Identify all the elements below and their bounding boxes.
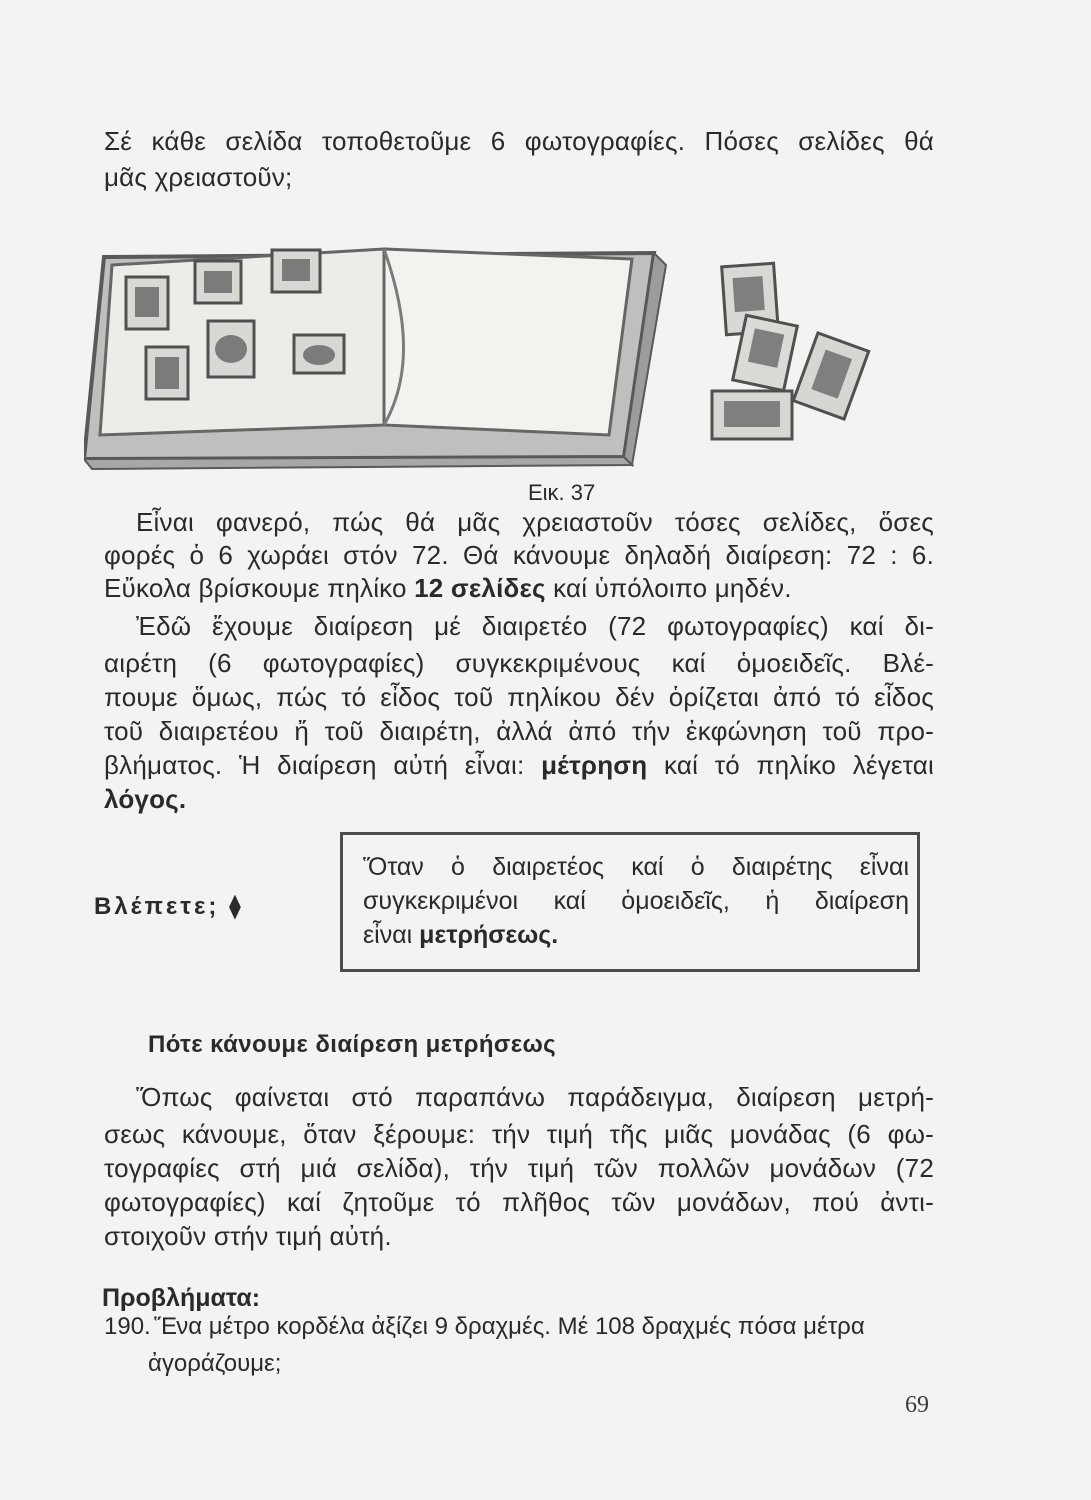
photo-album-figure [84, 195, 934, 480]
diamond-pointer-icon: ⧫ [229, 893, 244, 920]
paragraph2-line-2: αιρέτη (6 φωτογραφίες) συγκεκριμένους καί ὁμοειδεῖς. Βλέ- [104, 648, 934, 678]
paragraph1-line-3 [104, 571, 792, 605]
see-label [94, 892, 244, 922]
paragraph2-line-5-emphasis: μέτρηση [541, 750, 648, 780]
paragraph2-line-5-end: καί τό πηλίκο λέγεται [647, 750, 934, 780]
paragraph2-line-5-start: βλήματος. Ἡ διαίρεση αὐτή εἶναι: [104, 750, 542, 780]
figure-caption: Εικ. 37 [528, 480, 596, 505]
paragraph2-line-1: Ἐδῶ ἔχουμε διαίρεση μέ διαιρετέο (72 φωτογραφίες) καί δι- [136, 611, 934, 641]
section-title: Πότε κάνουμε διαίρεση μετρήσεως [148, 1031, 557, 1058]
loose-photos-icon [712, 263, 869, 439]
paragraph3-line-2: σεως κάνουμε, ὅταν ξέρουμε: τήν τιμή τῆς μιᾶς μονάδας (6 φω- [104, 1119, 934, 1149]
problem-190-line-2: ἀγοράζουμε; [148, 1350, 282, 1377]
rule-line-3-start: εἶναι [363, 921, 420, 949]
intro-line-2: μᾶς χρειαστοῦν; [104, 162, 293, 192]
paragraph2-line-3: πουμε ὅμως, πώς τό εἶδος τοῦ πηλίκου δέν ὁρίζεται ἀπό τό εἶδος [104, 682, 934, 712]
see-label-text: Βλέπετε; [94, 893, 220, 920]
rule-line-1: Ὅταν ὁ διαιρετέος καί ὁ διαιρέτης εἶναι [363, 853, 909, 881]
paragraph1-line-2: φορές ὁ 6 χωράει στόν 72. Θά κάνουμε δηλαδή διαίρεση: 72 : 6. [104, 540, 934, 570]
problem-190-number: 190. [104, 1313, 151, 1340]
paragraph2-line-4: τοῦ διαιρετέου ἤ τοῦ διαιρέτη, ἀλλά ἀπό τήν ἐκφώνηση τοῦ προ- [104, 716, 934, 746]
paragraph1-line-3-emphasis: 12 σελίδες [414, 573, 546, 603]
problem-190-line-1: Ἕνα μέτρο κορδέλα ἀξίζει 9 δραχμές. Μέ 108 δραχμές πόσα μέτρα [154, 1313, 865, 1340]
paragraph3-line-5: στοιχοῦν στήν τιμή αὐτή. [104, 1221, 392, 1251]
paragraph2-line-5 [104, 748, 934, 782]
rule-line-3 [363, 918, 909, 952]
paragraph2-line-6: λόγος. [104, 784, 187, 814]
paragraph1-line-1: Εἶναι φανερό, πώς θά μᾶς χρειαστοῦν τόσες σελίδες, ὅσες [136, 507, 934, 537]
page-number: 69 [905, 1392, 929, 1418]
paragraph3-line-1: Ὅπως φαίνεται στό παραπάνω παράδειγμα, διαίρεση μετρή- [136, 1082, 934, 1112]
paragraph3-line-4: φωτογραφίες) καί ζητοῦμε τό πλῆθος τῶν μονάδων, πού ἀντι- [104, 1187, 934, 1217]
photo-album-icon [84, 249, 666, 469]
problems-title: Προβλήματα: [102, 1284, 261, 1312]
rule-line-2: συγκεκριμένοι καί ὁμοειδεῖς, ἡ διαίρεση [363, 887, 909, 915]
rule-box [340, 832, 920, 972]
paragraph3-line-3: τογραφίες στή μιά σελίδα), τήν τιμή τῶν πολλῶν μονάδων (72 [104, 1153, 934, 1183]
rule-line-3-emphasis: μετρήσεως. [419, 921, 559, 949]
paragraph1-line-3-end: καί ὑπόλοιπο μηδέν. [545, 573, 792, 603]
intro-line-1: Σέ κάθε σελίδα τοποθετοῦμε 6 φωτογραφίες. Πόσες σελίδες θά [104, 126, 934, 156]
paragraph1-line-3-start: Εὔκολα βρίσκουμε πηλίκο [104, 573, 415, 603]
